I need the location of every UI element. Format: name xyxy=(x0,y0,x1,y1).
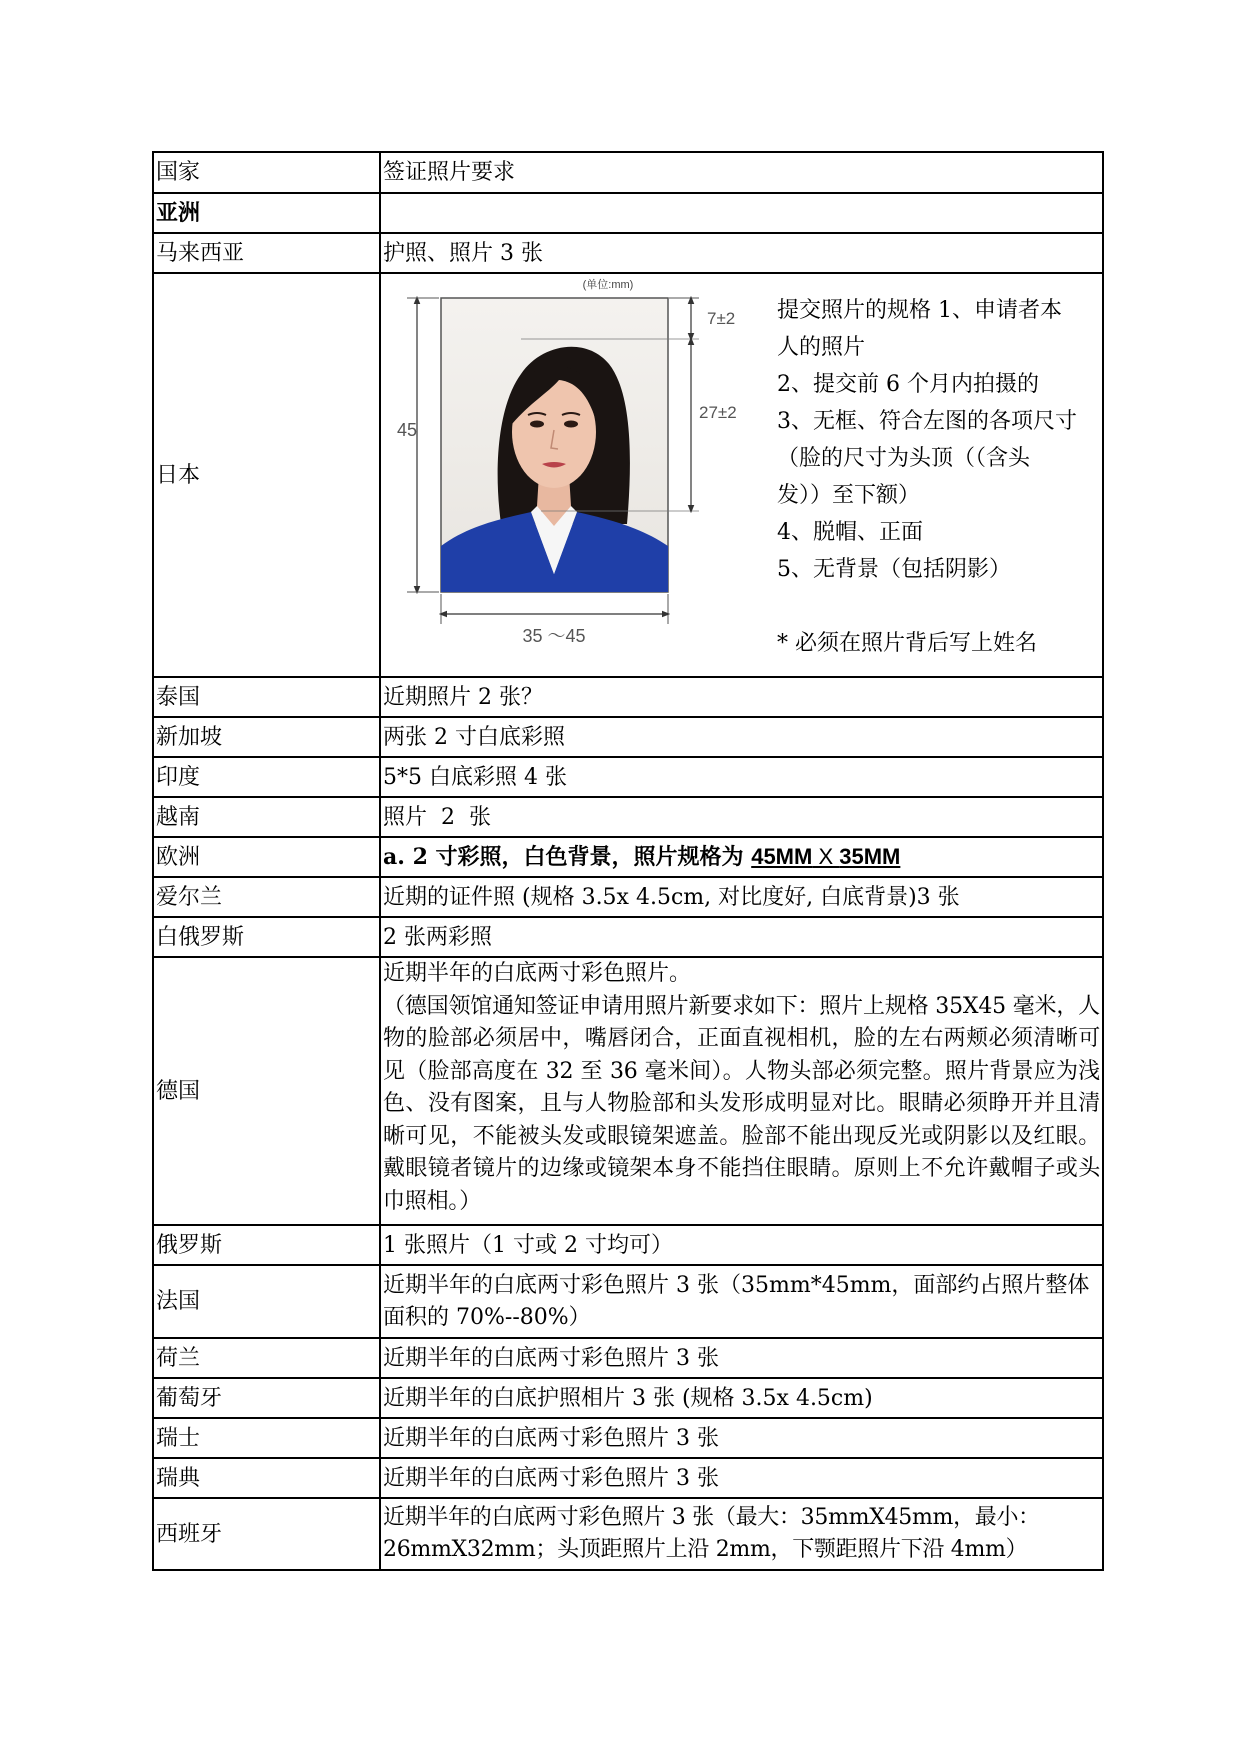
requirement-cell: 近期半年的白底两寸彩色照片 3 张 xyxy=(380,1458,1103,1498)
japan-spec-line: 提交照片的规格 1、申请者本 xyxy=(777,298,1062,323)
top-gap-label: 7±2 xyxy=(707,309,736,328)
japan-spec-line: * 必须在照片背后写上姓名 xyxy=(777,631,1037,656)
japan-spec-line: 4、脱帽、正面 xyxy=(777,520,923,545)
country-cell: 俄罗斯 xyxy=(153,1225,380,1265)
japan-spec-line: 2、提交前 6 个月内拍摄的 xyxy=(777,372,1039,397)
requirement-cell: 近期半年的白底两寸彩色照片 3 张 xyxy=(380,1338,1103,1378)
requirement-cell: 近期半年的白底两寸彩色照片 3 张（35mm*45mm，面部约占照片整体面积的 70%--80%） xyxy=(380,1265,1103,1338)
japan-spec-line: （脸的尺寸为头顶（（含头 xyxy=(777,446,1031,471)
requirement-cell: 2 张两彩照 xyxy=(380,917,1103,957)
japan-spec-line: 3、无框、符合左图的各项尺寸 xyxy=(777,409,1077,434)
requirement-cell: 照片 2 张 xyxy=(380,797,1103,837)
requirement-cell: 近期照片 2 张？ xyxy=(380,677,1103,717)
europe-spec-size-b: 35MM xyxy=(839,844,901,869)
requirement-cell: 近期半年的白底护照相片 3 张 (规格 3.5x 4.5cm) xyxy=(380,1378,1103,1418)
country-cell-germany: 德国 xyxy=(153,957,380,1225)
japan-spec-text xyxy=(777,292,1102,662)
country-cell: 印度 xyxy=(153,757,380,797)
requirement-cell: 近期半年的白底两寸彩色照片 3 张（最大：35mmX45mm，最小：26mmX32mm；头顶距照片上沿 2mm，下颚距照片下沿 4mm） xyxy=(380,1498,1103,1570)
europe-spec-x: X xyxy=(812,844,840,869)
japan-spec-line xyxy=(777,588,1102,625)
japan-spec-line: 人的照片 xyxy=(777,335,866,360)
height-label: 45 xyxy=(397,420,418,440)
visa-photo-table xyxy=(152,151,1104,1571)
country-cell: 瑞典 xyxy=(153,1458,380,1498)
japan-requirement-cell xyxy=(380,273,1103,677)
requirement-cell: 1 张照片（1 寸或 2 寸均可） xyxy=(380,1225,1103,1265)
country-cell: 葡萄牙 xyxy=(153,1378,380,1418)
germany-summary: 近期半年的白底两寸彩色照片。 xyxy=(383,961,692,986)
requirement-cell: 5*5 白底彩照 4 张 xyxy=(380,757,1103,797)
header-requirement: 签证照片要求 xyxy=(380,152,1103,193)
diagram-unit-label: (单位:mm) xyxy=(582,279,634,291)
country-cell: 新加坡 xyxy=(153,717,380,757)
europe-spec-text: a. 2 寸彩照，白色背景，照片规格为 xyxy=(383,844,752,870)
country-cell-japan: 日本 xyxy=(153,273,380,677)
europe-spec-size-a: 45MM xyxy=(751,844,813,869)
country-cell: 白俄罗斯 xyxy=(153,917,380,957)
country-cell: 泰国 xyxy=(153,677,380,717)
region-asia-req xyxy=(380,193,1103,233)
face-size-label: 27±2 xyxy=(699,403,737,422)
requirement-cell: 两张 2 寸白底彩照 xyxy=(380,717,1103,757)
requirement-cell: 近期半年的白底两寸彩色照片 3 张 xyxy=(380,1418,1103,1458)
country-cell: 荷兰 xyxy=(153,1338,380,1378)
photo-spec-diagram xyxy=(381,274,756,676)
requirement-cell: 近期的证件照 (规格 3.5x 4.5cm, 对比度好, 白底背景)3 张 xyxy=(380,877,1103,917)
width-label: 35 ～45 xyxy=(522,626,586,646)
header-country: 国家 xyxy=(153,152,380,193)
japan-spec-line: 5、无背景（包括阴影） xyxy=(777,557,1011,582)
country-cell: 法国 xyxy=(153,1265,380,1338)
country-cell: 西班牙 xyxy=(153,1498,380,1570)
requirement-cell: 护照、照片 3 张 xyxy=(380,233,1103,273)
country-cell: 瑞士 xyxy=(153,1418,380,1458)
japan-spec-line: 发））至下额） xyxy=(777,483,921,508)
region-europe: 欧洲 xyxy=(153,837,380,877)
germany-requirement xyxy=(380,957,1103,1225)
country-cell: 马来西亚 xyxy=(153,233,380,273)
germany-detail: （德国领馆通知签证申请用照片新要求如下：照片上规格 35X45 毫米，人物的脸部必须居中，嘴唇闭合，正面直视相机，脸的左右两颊必须清晰可见（脸部高度在 32 至 36 毫米间）。人物头部必须完整。照片背景应为浅色、没有图案，且与人物脸部和头发形成明显对比。眼睛必须睁开并且清晰可见，不能被头发或眼镜架遮盖。脸部不能出现反光或阴影以及红眼。戴眼镜者镜片的边缘或镜架本身不能挡住眼睛。原则上不允许戴帽子或头巾照相。） xyxy=(383,993,1100,1214)
region-asia: 亚洲 xyxy=(153,193,380,233)
country-cell: 爱尔兰 xyxy=(153,877,380,917)
country-cell: 越南 xyxy=(153,797,380,837)
europe-requirement xyxy=(380,837,1103,877)
